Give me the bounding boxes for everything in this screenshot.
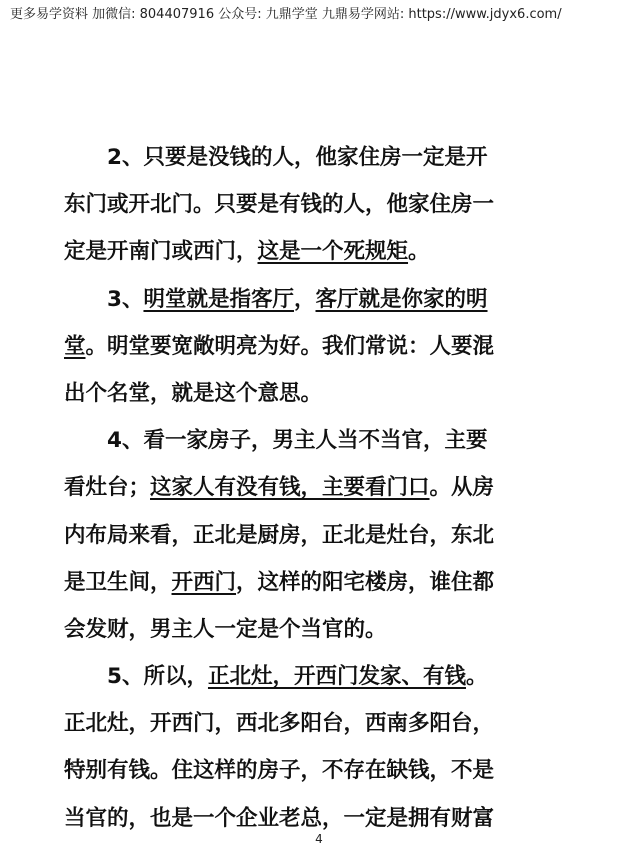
text-segment: 看灶台； <box>64 475 151 501</box>
document-body <box>64 134 584 842</box>
text-segment: 2、只要是没钱的人，他家住房一定是开 <box>64 145 488 170</box>
text-line <box>64 559 584 606</box>
text-segment: 内布局来看，正北是厨房，正北是灶台，东北 <box>64 522 495 548</box>
text-line <box>64 512 584 559</box>
text-line <box>64 276 584 323</box>
text-line <box>64 228 584 275</box>
text-segment: ，这样的阳宅楼房，谁住都 <box>236 569 495 595</box>
text-line <box>64 134 584 181</box>
text-segment: 。从房 <box>429 475 495 501</box>
text-line <box>64 700 584 747</box>
text-segment: 3、 <box>64 286 144 312</box>
text-segment: 。明堂要宽敞明亮为好。我们常说：人要混 <box>85 333 495 359</box>
text-segment: 是卫生间， <box>64 569 172 595</box>
underlined-text: 这家人有没有钱，主要看门口 <box>150 475 430 501</box>
text-segment: 4、看一家房子，男主人当不当官，主要 <box>64 428 488 454</box>
text-segment: 。 <box>408 239 430 265</box>
page-number: 4 <box>315 832 323 846</box>
underlined-text: 这是一个死规矩 <box>257 239 409 265</box>
text-line <box>64 653 584 700</box>
page-header: 更多易学资料 加微信: 804407916 公众号: 九鼎学堂 九鼎易学网站: https://www.jdyx6.com/ <box>10 7 562 22</box>
text-segment: 当官的，也是一个企业老总，一定是拥有财富 <box>64 805 495 831</box>
text-line <box>64 181 584 228</box>
text-line <box>64 464 584 511</box>
underlined-text: 堂 <box>64 333 86 359</box>
underlined-text: 开西门 <box>171 569 237 595</box>
text-segment: 5、所以， <box>64 664 208 690</box>
text-segment: 定是开南门或西门， <box>64 239 258 265</box>
text-segment: ， <box>293 286 316 312</box>
text-segment: 东门或开北门。只要是有钱的人，他家住房一 <box>64 192 495 218</box>
underlined-text: 正北灶，开西门发家、有钱 <box>207 664 466 690</box>
underlined-text: 客厅就是你家的明 <box>315 286 488 312</box>
text-segment: 。 <box>465 664 488 690</box>
text-segment: 会发财，男主人一定是个当官的。 <box>64 616 387 642</box>
text-line <box>64 606 584 653</box>
text-line <box>64 417 584 464</box>
text-line <box>64 323 584 370</box>
text-segment: 正北灶，开西门，西北多阳台，西南多阳台， <box>64 711 495 737</box>
text-segment: 出个名堂，就是这个意思。 <box>64 380 323 406</box>
text-line <box>64 370 584 417</box>
underlined-text: 明堂就是指客厅 <box>143 286 294 312</box>
text-line <box>64 747 584 794</box>
text-segment: 特别有钱。住这样的房子，不存在缺钱，不是 <box>64 758 495 784</box>
